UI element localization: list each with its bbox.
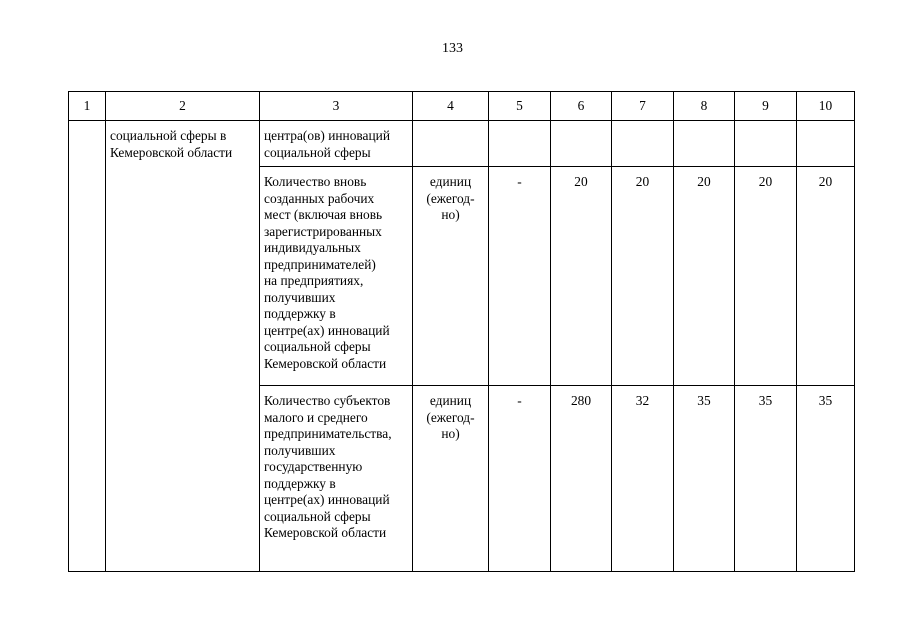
value-text — [489, 121, 550, 128]
header-cell-7: 7 — [612, 92, 674, 121]
header-cell-3: 3 — [260, 92, 413, 121]
indicators-table — [68, 91, 855, 572]
indicator-text: Количество субъектов малого и среднего предпринимательства, получивших государственную поддержку в центре(ах) инноваций социальной сферы Кемеровской области — [264, 393, 392, 540]
value-text — [674, 121, 734, 128]
value-cell-7 — [612, 167, 674, 386]
unit-cell — [413, 386, 489, 572]
value-text: 35 — [758, 393, 773, 408]
value-text: 280 — [570, 393, 592, 408]
value-text — [797, 121, 854, 128]
table-row — [69, 121, 855, 167]
header-cell-1: 1 — [69, 92, 106, 121]
value-text — [735, 121, 796, 128]
value-text: 20 — [574, 174, 588, 189]
value-cell-9 — [735, 386, 797, 572]
unit-text — [413, 121, 488, 128]
value-cell-9 — [735, 167, 797, 386]
value-text — [612, 121, 673, 128]
page-number: 133 — [442, 41, 463, 56]
value-cell-6 — [551, 386, 612, 572]
value-cell-7 — [612, 121, 674, 167]
header-cell-4: 4 — [413, 92, 489, 121]
table-header-row — [69, 92, 855, 121]
value-cell-6 — [551, 121, 612, 167]
value-cell-6 — [551, 167, 612, 386]
header-cell-10: 10 — [797, 92, 855, 121]
value-cell-8 — [674, 167, 735, 386]
value-text: 20 — [818, 174, 833, 189]
value-text: 20 — [758, 174, 773, 189]
value-text — [551, 121, 611, 128]
value-cell-10 — [797, 121, 855, 167]
header-cell-8: 8 — [674, 92, 735, 121]
indicator-cell — [260, 167, 413, 386]
indicator-cell — [260, 121, 413, 167]
value-text: 20 — [697, 174, 711, 189]
header-cell-6: 6 — [551, 92, 612, 121]
program-text: социальной сферы в Кемеровской области — [110, 128, 233, 160]
value-cell-8 — [674, 121, 735, 167]
value-cell-10 — [797, 167, 855, 386]
value-text: 35 — [818, 393, 833, 408]
unit-text: единиц (ежегод- но) — [426, 174, 475, 222]
indicator-cell — [260, 386, 413, 572]
value-cell-9 — [735, 121, 797, 167]
value-cell-5 — [489, 167, 551, 386]
program-cell — [106, 121, 260, 572]
unit-text: единиц (ежегод- но) — [426, 393, 475, 441]
unit-cell — [413, 167, 489, 386]
value-text: - — [517, 174, 522, 189]
value-text: 32 — [635, 393, 650, 408]
indicator-text: центра(ов) инноваций социальной сферы — [264, 128, 390, 160]
header-cell-2: 2 — [106, 92, 260, 121]
value-cell-5 — [489, 386, 551, 572]
value-text: - — [517, 393, 522, 408]
value-cell-7 — [612, 386, 674, 572]
indicator-text: Количество вновь созданных рабочих мест (включая вновь зарегистрированных индивидуальных предпринимателей) на предприятиях, получивших поддержку в центре(ах) инноваций социальной сферы Кемеровской области — [264, 174, 390, 371]
value-cell-8 — [674, 386, 735, 572]
value-text: 20 — [635, 174, 650, 189]
value-cell-10 — [797, 386, 855, 572]
number-cell — [69, 121, 106, 572]
value-cell-5 — [489, 121, 551, 167]
unit-cell — [413, 121, 489, 167]
header-cell-5: 5 — [489, 92, 551, 121]
value-text: 35 — [697, 393, 711, 408]
header-cell-9: 9 — [735, 92, 797, 121]
